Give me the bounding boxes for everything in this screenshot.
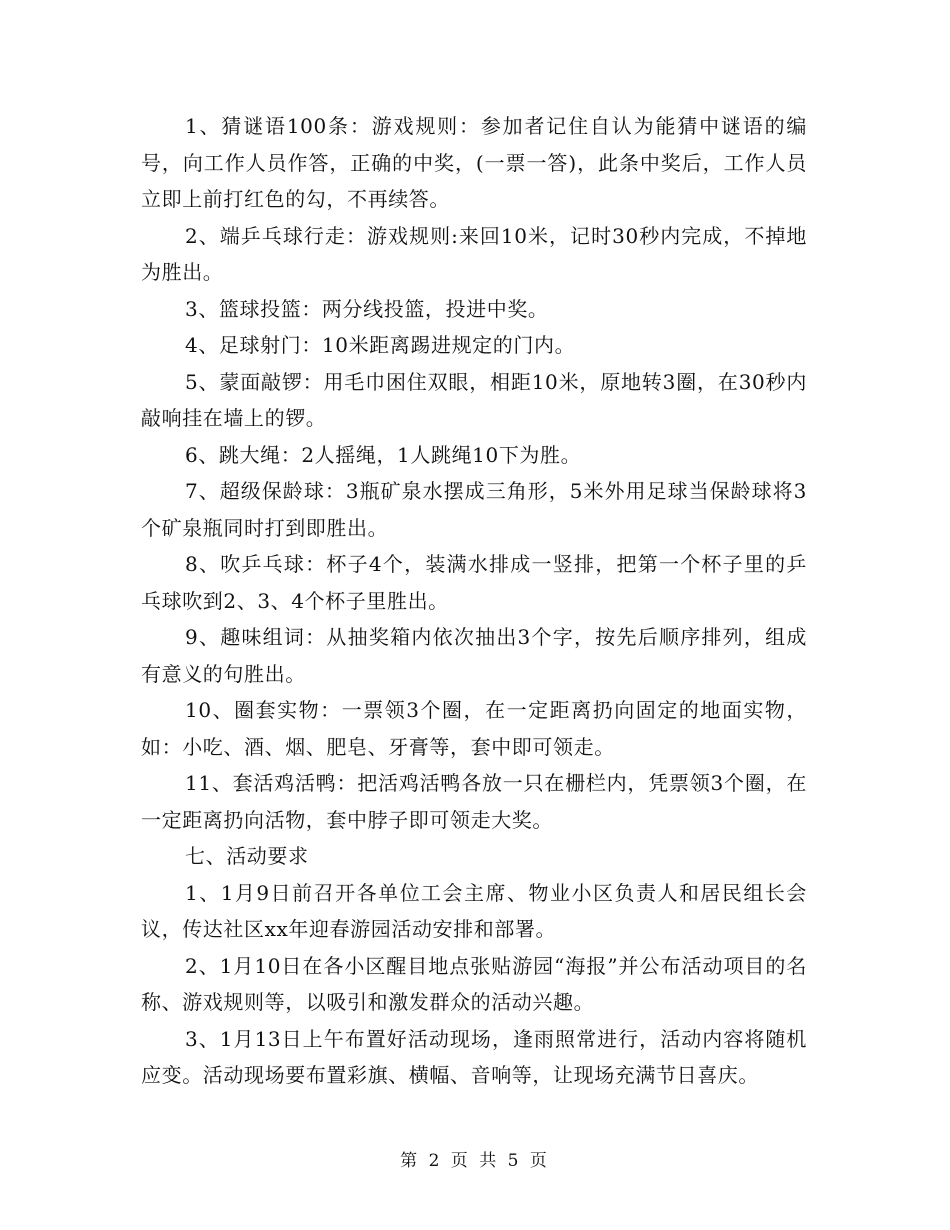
page-number-footer: 第 2 页 共 5 页 [400, 1151, 550, 1171]
paragraph-ring-poultry: 11、套活鸡活鸭：把活鸡活鸭各放一只在栅栏内，凭票领3个圈，在一定距离扔向活物，套中脖子即可领走大奖。 [141, 771, 807, 832]
paragraph-blindfold-gong: 5、蒙面敲锣：用毛巾困住双眼，相距10米，原地转3圈，在30秒内敲响挂在墙上的锣。 [141, 369, 807, 430]
paragraph-bowling: 7、超级保龄球：3瓶矿泉水摆成三角形，5米外用足球当保龄球将3个矿泉瓶同时打到即胜出。 [141, 479, 807, 540]
paragraph-riddles: 1、猜谜语100条：游戏规则：参加者记住自认为能猜中谜语的编号，向工作人员作答，正确的中奖，(一票一答)，此条中奖后，工作人员立即上前打红色的勾，不再续答。 [141, 114, 807, 211]
paragraph-requirement-2: 2、1月10日在各小区醒目地点张贴游园“海报”并公布活动项目的名称、游戏规则等，以吸引和激发群众的活动兴趣。 [141, 953, 807, 1014]
paragraph-basketball: 3、篮球投篮：两分线投篮，投进中奖。 [185, 296, 549, 321]
paragraph-jump-rope: 6、跳大绳：2人摇绳，1人跳绳10下为胜。 [185, 442, 582, 467]
document-body [141, 108, 807, 1094]
paragraph-word-game: 9、趣味组词：从抽奖箱内依次抽出3个字，按先后顺序排列，组成有意义的句胜出。 [141, 625, 807, 686]
paragraph-requirement-1: 1、1月9日前召开各单位工会主席、物业小区负责人和居民组长会议，传达社区xx年迎春游园活动安排和部署。 [141, 880, 807, 941]
paragraph-ring-toss: 10、圈套实物：一票领3个圈，在一定距离扔向固定的地面实物，如：小吃、酒、烟、肥皂、牙膏等，套中即可领走。 [141, 698, 807, 759]
paragraph-blow-pingpong: 8、吹乒乓球：杯子4个，装满水排成一竖排，把第一个杯子里的乒乓球吹到2、3、4个杯子里胜出。 [141, 552, 807, 613]
section-heading-requirements: 七、活动要求 [185, 844, 309, 868]
paragraph-pingpong-walk: 2、端乒乓球行走：游戏规则:来回10米，记时30秒内完成，不掉地为胜出。 [141, 223, 807, 284]
paragraph-football: 4、足球射门：10米距离踢进规定的门内。 [185, 333, 576, 357]
paragraph-requirement-3: 3、1月13日上午布置好活动现场，逢雨照常进行，活动内容将随机应变。活动现场要布置彩旗、横幅、音响等，让现场充满节日喜庆。 [141, 1026, 807, 1087]
